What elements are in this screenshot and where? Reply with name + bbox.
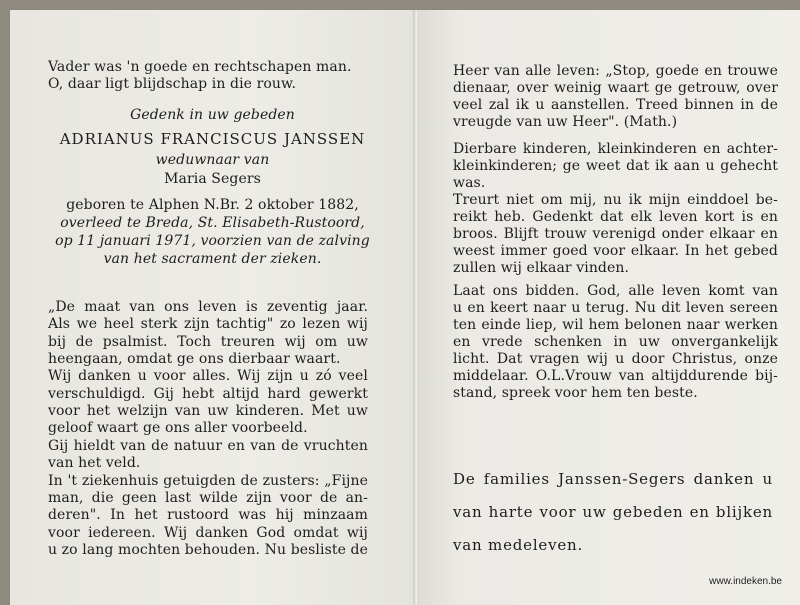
- left-page: [10, 10, 415, 605]
- spouse-name: Maria Segers: [164, 171, 261, 187]
- right-page: [415, 10, 800, 605]
- body-line: man, die geen last wilde zijn voor de an-: [48, 490, 368, 506]
- motto-line-1: Vader was 'n goede en rechtschapen man.: [48, 59, 352, 75]
- body-line: u zo lang mochten behouden. Nu besliste de: [48, 542, 368, 558]
- gedenk-heading: Gedenk in uw gebeden: [130, 107, 295, 123]
- prayer-line: stand, spreek voor hem ten beste.: [453, 385, 698, 401]
- body-line: heengaan, omdat ge ons dierbaar waart.: [48, 351, 341, 367]
- bio-line-2: overleed te Breda, St. Elisabeth-Rustoord,: [60, 215, 365, 231]
- body-line: voor het welzijn van uw kinderen. Met uw: [48, 403, 368, 419]
- body-line: verschuldigd. Gij hebt altijd hard gewerkt: [48, 386, 368, 402]
- body-line: Als we heel sterk zijn tachtig" zo lezen wij: [48, 316, 368, 332]
- body-line: Wij danken u voor alles. Wij zijn u zó veel: [48, 368, 368, 384]
- scripture-line: vreugde van uw Heer". (Math.): [453, 114, 678, 130]
- site-watermark: www.indeken.be: [709, 576, 782, 587]
- prayer-line: u en keert naar u terug. Nu dit leven sereen: [453, 300, 778, 316]
- prayer-line: Laat ons bidden. God, alle leven komt van: [453, 283, 778, 299]
- farewell-line: broos. Blijft trouw verenigd onder elkaar en: [453, 226, 778, 242]
- farewell-line: kleinkinderen; ge weet dat ik aan u gehecht: [453, 158, 778, 174]
- family-thanks-line: van medeleven.: [453, 536, 584, 554]
- scripture-line: veel zal ik u aanstellen. Treed binnen in de: [453, 97, 778, 113]
- farewell-line: Dierbare kinderen, kleinkinderen en achter-: [453, 141, 778, 157]
- body-line: deren". In het rustoord was hij minzaam: [48, 507, 368, 523]
- farewell-line: was.: [453, 175, 486, 191]
- body-line: In 't ziekenhuis getuigden de zusters: „Fijne: [48, 473, 368, 489]
- motto-line-2: O, daar ligt blijdschap in die rouw.: [48, 76, 296, 92]
- prayer-line: ten einde liep, wil hem belonen naar werken: [453, 317, 778, 333]
- card-fold: [413, 10, 417, 605]
- body-line: Gij hieldt van de natuur en van de vruchten: [48, 438, 368, 454]
- memorial-card: [10, 10, 800, 605]
- deceased-name: ADRIANUS FRANCISCUS JANSSEN: [59, 130, 366, 148]
- prayer-line: middelaar. O.L.Vrouw van altijddurende bij-: [453, 368, 778, 384]
- farewell-line: weest immer goed voor elkaar. In het gebed: [453, 243, 778, 259]
- bio-line-3: op 11 januari 1971, voorzien van de zalving: [55, 233, 370, 249]
- body-line: voor iedereen. Wij danken God omdat wij: [48, 525, 368, 541]
- prayer-line: licht. Dat vragen wij u door Christus, onze: [453, 351, 778, 367]
- body-line: „De maat van ons leven is zeventig jaar.: [48, 299, 368, 315]
- widower-of-label: weduwnaar van: [155, 152, 270, 168]
- body-line: geloof waart ge ons aller voorbeeld.: [48, 420, 308, 436]
- scripture-line: Heer van alle leven: „Stop, goede en trouwe: [453, 63, 778, 79]
- bio-line-4: van het sacrament der zieken.: [103, 251, 322, 267]
- prayer-line: en vrede schenken in uw onvergankelijk: [453, 334, 778, 350]
- farewell-line: Treurt niet om mij, nu ik mijn einddoel be-: [453, 192, 778, 208]
- body-line: bij de psalmist. Toch treuren wij om uw: [48, 334, 368, 350]
- family-thanks-line: De families Janssen-Segers danken u: [453, 470, 773, 488]
- farewell-line: reikt heb. Gedenkt dat elk leven kort is en: [453, 209, 778, 225]
- scripture-line: dienaar, over weinig waart ge getrouw, over: [453, 80, 778, 96]
- family-thanks-line: van harte voor uw gebeden en blijken: [453, 503, 773, 521]
- bio-line-1: geboren te Alphen N.Br. 2 oktober 1882,: [66, 197, 359, 213]
- farewell-line: zullen wij elkaar vinden.: [453, 260, 630, 276]
- body-line: van het veld.: [48, 455, 141, 471]
